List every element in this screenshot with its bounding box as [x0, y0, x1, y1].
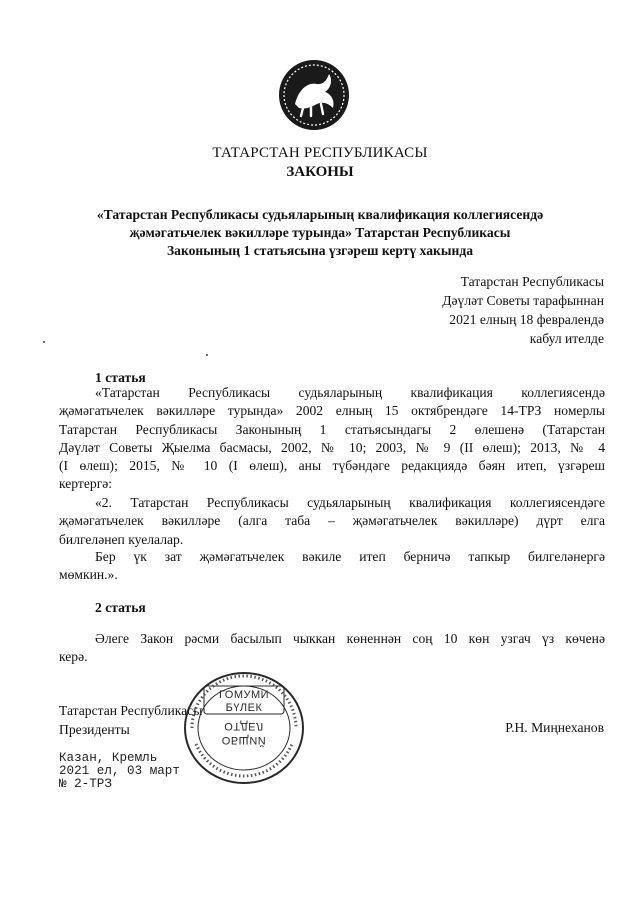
signatory-title — [59, 701, 202, 739]
law-title-line: Законының 1 статьясына үзгәреш кертү хакында — [166, 243, 474, 258]
header-law: ЗАКОНЫ — [286, 164, 354, 180]
paragraph-line: җәмәгатьчелек вәкилләре турында» 2002 елның 15 октябрендәге 14-ТРЗ номерлы — [59, 403, 605, 419]
paragraph-line: билгеләнеп куелалар. — [59, 531, 184, 547]
article-2-paragraph-1 — [59, 630, 605, 667]
law-title-line: «Татарстан Республикасы судьяларының квалификация коллегиясендә — [96, 207, 544, 222]
header-republic: ТАТАРСТАН РЕСПУБЛИКАСЫ — [212, 145, 428, 161]
place-line: Казан, Кремль — [59, 751, 158, 765]
article-1-paragraph-1 — [59, 384, 605, 494]
signatory-title-line: Татарстан Республикасы — [59, 703, 203, 718]
article-1-heading: 1 статья — [95, 370, 146, 385]
adoption-note — [344, 272, 604, 348]
article-1-paragraph-2 — [59, 494, 605, 549]
tatarstan-emblem-icon — [277, 58, 351, 132]
article-2-heading: 2 статья — [95, 600, 146, 615]
stamp-text: ГОМУМИ — [218, 689, 270, 701]
place-date-number — [59, 752, 180, 791]
paragraph-line: Дәүләт Советы Җыелма басмасы, 2002, № 10; 2003, № 9 (II өлеш); 2013, № 4 — [59, 439, 605, 455]
paragraph-line: Татарстан Республикасы Законының 1 статьясындагы 2 өлешенә (Татарстан — [59, 421, 605, 437]
scan-speck — [206, 354, 208, 356]
paragraph-line: мөмкин.». — [59, 567, 118, 583]
stamp-text: ОТДЕЛ — [224, 720, 264, 732]
adoption-line: Дәүләт Советы тарафыннан — [442, 293, 604, 308]
law-title-line: җәмәгатьчелек вәкилләре турында» Татарстан Республикасы — [129, 225, 511, 240]
paragraph-line: (I өлеш); 2015, № 10 (I өлеш), аны түбәндәге редакциядә бәян итеп, үзгәреш — [59, 458, 605, 474]
article-1-paragraph-3 — [59, 548, 605, 585]
adoption-line: Татарстан Республикасы — [460, 274, 604, 289]
paragraph-line: җәмәгатьчелек вәкилләре (алга таба – җәмәгатьчелек вәкилләре) дүрт елга — [59, 513, 605, 529]
law-title — [62, 206, 578, 260]
paragraph-line: керә. — [59, 649, 88, 665]
paragraph-line: кертергә: — [59, 476, 113, 492]
signatory-name: Р.Н. Миңнеханов — [505, 720, 604, 735]
adoption-line: кабул ителде — [529, 331, 604, 346]
stamp-text: БҮЛЕК — [225, 702, 263, 714]
paragraph-line: «2. Татарстан Республикасы судьяларының квалификация коллегиясендәге — [95, 495, 605, 510]
signatory-title-line: Президенты — [59, 722, 130, 737]
stamp-text: ОБЩИЙ — [221, 734, 267, 746]
paragraph-line: Әлеге Закон рәсми басылып чыккан көненнән соң 10 көн узгач үз көченә — [95, 631, 605, 646]
law-number: № 2-ТРЗ — [59, 777, 112, 791]
date-line: 2021 ел, 03 март — [59, 764, 180, 778]
adoption-line: 2021 елның 18 февралендә — [449, 312, 604, 327]
scan-speck — [43, 341, 45, 343]
paragraph-line: «Татарстан Республикасы судьяларының квалификация коллегиясендә — [95, 385, 605, 400]
paragraph-line: Бер үк зат җәмәгатьчелек вәкиле итеп берничә тапкыр билгеләнергә — [95, 549, 605, 564]
